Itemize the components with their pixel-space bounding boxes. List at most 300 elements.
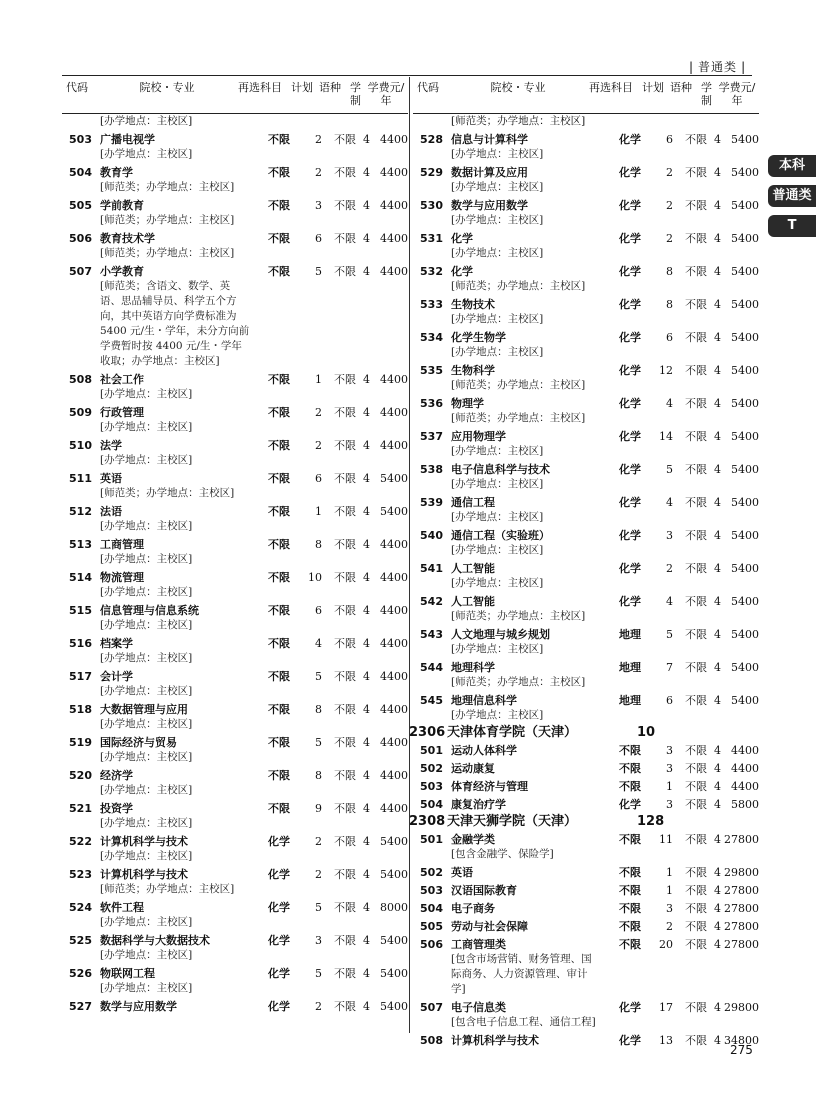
table-row bbox=[62, 801, 408, 831]
tuition-fee: 5400 bbox=[731, 562, 759, 575]
table-row bbox=[62, 264, 408, 369]
major-code: 539 bbox=[420, 496, 443, 509]
table-row bbox=[413, 165, 759, 195]
major-code: 508 bbox=[69, 373, 92, 386]
language: 不限 bbox=[334, 769, 356, 782]
study-length: 4 bbox=[363, 439, 370, 452]
major-cell bbox=[100, 132, 250, 162]
study-length: 4 bbox=[714, 780, 721, 793]
language: 不限 bbox=[334, 1000, 356, 1013]
required-subject: 化学 bbox=[619, 463, 641, 476]
header-name: 院校・专业 bbox=[490, 81, 546, 94]
plan-count: 6 bbox=[666, 694, 673, 707]
plan-count: 4 bbox=[666, 595, 673, 608]
major-code: 514 bbox=[69, 571, 92, 584]
major-code: 510 bbox=[69, 439, 92, 452]
major-name: 数据科学与大数据技术 bbox=[100, 934, 210, 947]
right-rows-a bbox=[413, 132, 759, 723]
language: 不限 bbox=[685, 562, 707, 575]
tuition-fee: 27800 bbox=[724, 902, 759, 915]
tuition-fee: 5400 bbox=[731, 595, 759, 608]
required-subject: 不限 bbox=[268, 703, 290, 716]
major-note: [办学地点：主校区] bbox=[451, 346, 544, 358]
tuition-fee: 4400 bbox=[380, 265, 408, 278]
major-name: 投资学 bbox=[100, 802, 133, 815]
study-length: 4 bbox=[714, 798, 721, 811]
language: 不限 bbox=[685, 1034, 707, 1047]
study-length: 4 bbox=[714, 884, 721, 897]
major-note: [办学地点：主校区] bbox=[451, 544, 544, 556]
plan-count: 2 bbox=[315, 835, 322, 848]
plan-count: 17 bbox=[659, 1001, 673, 1014]
language: 不限 bbox=[334, 967, 356, 980]
language: 不限 bbox=[334, 934, 356, 947]
required-subject: 不限 bbox=[619, 762, 641, 775]
major-code: 523 bbox=[69, 868, 92, 881]
table-row bbox=[62, 231, 408, 261]
major-code: 503 bbox=[69, 133, 92, 146]
major-cell bbox=[451, 165, 601, 195]
plan-count: 6 bbox=[315, 472, 322, 485]
plan-count: 4 bbox=[315, 637, 322, 650]
major-cell bbox=[451, 627, 601, 657]
major-name: 计算机科学与技术 bbox=[451, 1034, 539, 1047]
language: 不限 bbox=[685, 199, 707, 212]
school-plan: 10 bbox=[637, 725, 656, 740]
plan-count: 2 bbox=[315, 133, 322, 146]
required-subject: 化学 bbox=[619, 798, 641, 811]
tuition-fee: 5400 bbox=[731, 199, 759, 212]
study-length: 4 bbox=[363, 166, 370, 179]
major-note: [师范类；办学地点：主校区] bbox=[451, 412, 586, 424]
school-plan: 128 bbox=[637, 814, 665, 829]
required-subject: 不限 bbox=[268, 373, 290, 386]
tuition-fee: 5400 bbox=[731, 364, 759, 377]
study-length: 4 bbox=[714, 397, 721, 410]
tuition-fee: 5400 bbox=[731, 694, 759, 707]
major-code: 527 bbox=[69, 1000, 92, 1013]
plan-count: 3 bbox=[666, 798, 673, 811]
major-cell bbox=[100, 231, 250, 261]
major-name: 行政管理 bbox=[100, 406, 144, 419]
major-name: 地理科学 bbox=[451, 661, 495, 674]
language: 不限 bbox=[334, 604, 356, 617]
major-note: [办学地点：主校区] bbox=[100, 916, 193, 928]
major-note: [师范类；办学地点：主校区] bbox=[100, 247, 235, 259]
language: 不限 bbox=[685, 298, 707, 311]
school-name: 天津体育学院（天津） bbox=[447, 725, 578, 740]
major-cell bbox=[100, 834, 250, 864]
plan-count: 2 bbox=[666, 562, 673, 575]
plan-count: 1 bbox=[666, 884, 673, 897]
language: 不限 bbox=[685, 798, 707, 811]
major-name: 化学生物学 bbox=[451, 331, 506, 344]
plan-count: 3 bbox=[315, 199, 322, 212]
plan-count: 2 bbox=[315, 439, 322, 452]
table-row bbox=[62, 834, 408, 864]
language: 不限 bbox=[685, 780, 707, 793]
tuition-fee: 4400 bbox=[380, 670, 408, 683]
major-name: 通信工程（实验班） bbox=[451, 529, 550, 542]
study-length: 4 bbox=[714, 199, 721, 212]
required-subject: 不限 bbox=[268, 802, 290, 815]
table-row bbox=[62, 669, 408, 699]
table-row bbox=[62, 603, 408, 633]
study-length: 4 bbox=[714, 762, 721, 775]
language: 不限 bbox=[334, 232, 356, 245]
required-subject: 不限 bbox=[268, 538, 290, 551]
required-subject: 化学 bbox=[268, 901, 290, 914]
major-code: 536 bbox=[420, 397, 443, 410]
major-cell bbox=[451, 832, 601, 862]
table-row bbox=[413, 919, 759, 934]
left-column bbox=[62, 77, 408, 1014]
major-note: [办学地点：主校区] bbox=[100, 685, 193, 697]
major-name: 社会工作 bbox=[100, 373, 144, 386]
language: 不限 bbox=[334, 472, 356, 485]
major-name: 国际经济与贸易 bbox=[100, 736, 177, 749]
study-length: 4 bbox=[363, 373, 370, 386]
major-cell bbox=[451, 198, 601, 228]
major-code: 509 bbox=[69, 406, 92, 419]
major-cell bbox=[100, 471, 250, 501]
major-code: 503 bbox=[420, 780, 443, 793]
tuition-fee: 27800 bbox=[724, 938, 759, 951]
tuition-fee: 5400 bbox=[380, 868, 408, 881]
required-subject: 化学 bbox=[619, 397, 641, 410]
major-note: [办学地点：主校区] bbox=[451, 148, 544, 160]
plan-count: 5 bbox=[315, 736, 322, 749]
study-length: 4 bbox=[363, 604, 370, 617]
major-code: 538 bbox=[420, 463, 443, 476]
major-note: [办学地点：主校区] bbox=[100, 718, 193, 730]
language: 不限 bbox=[334, 439, 356, 452]
table-row bbox=[62, 504, 408, 534]
plan-count: 14 bbox=[659, 430, 673, 443]
plan-count: 10 bbox=[308, 571, 322, 584]
plan-count: 1 bbox=[666, 866, 673, 879]
major-note: [办学地点：主校区] bbox=[451, 577, 544, 589]
language: 不限 bbox=[685, 430, 707, 443]
major-code: 540 bbox=[420, 529, 443, 542]
table-row bbox=[62, 999, 408, 1014]
language: 不限 bbox=[685, 920, 707, 933]
major-code: 542 bbox=[420, 595, 443, 608]
tuition-fee: 5400 bbox=[731, 661, 759, 674]
school-code: 2308 bbox=[409, 814, 446, 829]
plan-count: 1 bbox=[315, 505, 322, 518]
major-name: 经济学 bbox=[100, 769, 133, 782]
major-code: 517 bbox=[69, 670, 92, 683]
required-subject: 不限 bbox=[268, 199, 290, 212]
table-row bbox=[413, 594, 759, 624]
study-length: 4 bbox=[363, 769, 370, 782]
major-code: 501 bbox=[420, 744, 443, 757]
language: 不限 bbox=[334, 133, 356, 146]
major-code: 501 bbox=[420, 833, 443, 846]
study-length: 4 bbox=[363, 670, 370, 683]
language: 不限 bbox=[685, 938, 707, 951]
table-row bbox=[413, 462, 759, 492]
major-note: [师范类；办学地点：主校区] bbox=[100, 214, 235, 226]
required-subject: 化学 bbox=[268, 934, 290, 947]
major-cell bbox=[100, 768, 250, 798]
major-code: 516 bbox=[69, 637, 92, 650]
header-language: 语种 bbox=[670, 81, 692, 94]
header-language: 语种 bbox=[319, 81, 341, 94]
table-row bbox=[413, 429, 759, 459]
language: 不限 bbox=[685, 1001, 707, 1014]
major-cell bbox=[451, 429, 601, 459]
tuition-fee: 5400 bbox=[731, 298, 759, 311]
major-code: 506 bbox=[69, 232, 92, 245]
study-length: 4 bbox=[714, 628, 721, 641]
tuition-fee: 27800 bbox=[724, 833, 759, 846]
table-row bbox=[413, 797, 759, 812]
major-name: 小学教育 bbox=[100, 265, 144, 278]
major-name: 物理学 bbox=[451, 397, 484, 410]
table-row bbox=[413, 264, 759, 294]
major-cell bbox=[100, 405, 250, 435]
major-cell bbox=[451, 660, 601, 690]
major-note: [包含金融学、保险学] bbox=[451, 848, 554, 860]
major-note: [师范类；办学地点：主校区] bbox=[100, 181, 235, 193]
major-cell bbox=[451, 264, 601, 294]
required-subject: 不限 bbox=[268, 637, 290, 650]
major-cell bbox=[451, 693, 601, 723]
major-code: 508 bbox=[420, 1034, 443, 1047]
major-note: [办学地点：主校区] bbox=[451, 511, 544, 523]
left-rows bbox=[62, 132, 408, 1014]
header-length: 学制 bbox=[701, 81, 712, 107]
required-subject: 化学 bbox=[619, 595, 641, 608]
major-note: [办学地点：主校区] bbox=[100, 751, 193, 763]
major-cell bbox=[451, 495, 601, 525]
side-tab-undergrad[interactable]: 本科 bbox=[768, 155, 816, 177]
plan-count: 3 bbox=[315, 934, 322, 947]
major-code: 535 bbox=[420, 364, 443, 377]
table-row bbox=[413, 865, 759, 880]
major-name: 法语 bbox=[100, 505, 122, 518]
language: 不限 bbox=[334, 265, 356, 278]
study-length: 4 bbox=[714, 496, 721, 509]
tuition-fee: 29800 bbox=[724, 1001, 759, 1014]
study-length: 4 bbox=[714, 265, 721, 278]
study-length: 4 bbox=[363, 967, 370, 980]
major-code: 512 bbox=[69, 505, 92, 518]
major-note: [办学地点：主校区] bbox=[100, 388, 193, 400]
study-length: 4 bbox=[714, 331, 721, 344]
plan-count: 2 bbox=[666, 232, 673, 245]
major-name: 档案学 bbox=[100, 637, 133, 650]
tuition-fee: 5400 bbox=[380, 835, 408, 848]
tuition-fee: 5400 bbox=[731, 397, 759, 410]
major-cell bbox=[451, 396, 601, 426]
required-subject: 化学 bbox=[268, 835, 290, 848]
required-subject: 化学 bbox=[268, 868, 290, 881]
tuition-fee: 4400 bbox=[380, 166, 408, 179]
major-name: 教育技术学 bbox=[100, 232, 155, 245]
required-subject: 不限 bbox=[268, 166, 290, 179]
side-tab-general[interactable]: 普通类 bbox=[768, 185, 816, 207]
major-code: 533 bbox=[420, 298, 443, 311]
category-tag: | 普通类 | bbox=[689, 58, 746, 75]
tuition-fee: 5400 bbox=[731, 232, 759, 245]
major-code: 505 bbox=[69, 199, 92, 212]
tuition-fee: 5400 bbox=[731, 166, 759, 179]
language: 不限 bbox=[685, 232, 707, 245]
study-length: 4 bbox=[714, 133, 721, 146]
major-note: [办学地点：主校区] bbox=[451, 709, 544, 721]
study-length: 4 bbox=[363, 637, 370, 650]
major-note: [办学地点：主校区] bbox=[451, 247, 544, 259]
major-code: 515 bbox=[69, 604, 92, 617]
major-code: 522 bbox=[69, 835, 92, 848]
major-note: [师范类；办学地点：主校区] bbox=[100, 487, 235, 499]
major-cell bbox=[100, 636, 250, 666]
major-cell bbox=[100, 735, 250, 765]
tuition-fee: 27800 bbox=[724, 884, 759, 897]
tuition-fee: 4400 bbox=[380, 133, 408, 146]
major-note: [师范类；办学地点：主校区] bbox=[451, 379, 586, 391]
language: 不限 bbox=[334, 736, 356, 749]
study-length: 4 bbox=[714, 938, 721, 951]
tuition-fee: 4400 bbox=[380, 736, 408, 749]
table-row bbox=[413, 330, 759, 360]
required-subject: 化学 bbox=[619, 496, 641, 509]
major-name: 通信工程 bbox=[451, 496, 495, 509]
required-subject: 化学 bbox=[619, 1034, 641, 1047]
language: 不限 bbox=[685, 628, 707, 641]
language: 不限 bbox=[685, 133, 707, 146]
major-note: [办学地点：主校区] bbox=[100, 817, 193, 829]
major-note: [办学地点：主校区] bbox=[100, 454, 193, 466]
required-subject: 不限 bbox=[268, 232, 290, 245]
side-tab-t[interactable]: T bbox=[768, 215, 816, 237]
continuation-note: [师范类；办学地点：主校区] bbox=[451, 115, 586, 127]
table-row bbox=[62, 405, 408, 435]
plan-count: 2 bbox=[666, 166, 673, 179]
language: 不限 bbox=[685, 762, 707, 775]
major-name: 运动人体科学 bbox=[451, 744, 517, 757]
major-note: [办学地点：主校区] bbox=[100, 652, 193, 664]
major-code: 525 bbox=[69, 934, 92, 947]
language: 不限 bbox=[334, 199, 356, 212]
table-row bbox=[62, 900, 408, 930]
required-subject: 地理 bbox=[619, 694, 641, 707]
major-cell bbox=[451, 132, 601, 162]
required-subject: 化学 bbox=[619, 1001, 641, 1014]
required-subject: 不限 bbox=[619, 938, 641, 951]
major-name: 汉语国际教育 bbox=[451, 884, 517, 897]
table-row bbox=[62, 570, 408, 600]
major-code: 520 bbox=[69, 769, 92, 782]
language: 不限 bbox=[334, 538, 356, 551]
table-row bbox=[413, 832, 759, 862]
study-length: 4 bbox=[714, 298, 721, 311]
major-code: 521 bbox=[69, 802, 92, 815]
major-cell bbox=[100, 264, 250, 369]
major-note: [办学地点：主校区] bbox=[451, 643, 544, 655]
tuition-fee: 5400 bbox=[731, 133, 759, 146]
major-name: 体育经济与管理 bbox=[451, 780, 528, 793]
major-note: [办学地点：主校区] bbox=[100, 949, 193, 961]
major-code: 519 bbox=[69, 736, 92, 749]
header-name: 院校・专业 bbox=[139, 81, 195, 94]
plan-count: 2 bbox=[315, 406, 322, 419]
major-name: 电子信息科学与技术 bbox=[451, 463, 550, 476]
table-row bbox=[62, 966, 408, 996]
major-note: [师范类；含语文、数学、英语、思品辅导员、科学五个方向，其中英语方向学费标准为 5400 元/生・学年，未分方向前学费暂时按 4400 元/生・学年收取；办学地点：主校区] bbox=[100, 280, 250, 367]
major-name: 大数据管理与应用 bbox=[100, 703, 188, 716]
required-subject: 地理 bbox=[619, 628, 641, 641]
major-code: 507 bbox=[420, 1001, 443, 1014]
plan-count: 6 bbox=[666, 133, 673, 146]
major-cell bbox=[100, 867, 250, 897]
major-code: 518 bbox=[69, 703, 92, 716]
plan-count: 6 bbox=[315, 232, 322, 245]
tuition-fee: 4400 bbox=[380, 406, 408, 419]
required-subject: 不限 bbox=[268, 472, 290, 485]
study-length: 4 bbox=[714, 529, 721, 542]
study-length: 4 bbox=[363, 934, 370, 947]
required-subject: 不限 bbox=[619, 780, 641, 793]
major-cell bbox=[100, 669, 250, 699]
major-note: [办学地点：主校区] bbox=[100, 148, 193, 160]
major-code: 532 bbox=[420, 265, 443, 278]
header-length: 学制 bbox=[350, 81, 361, 107]
school-heading bbox=[409, 814, 759, 829]
major-name: 数学与应用数学 bbox=[100, 1000, 177, 1013]
top-rule bbox=[62, 75, 752, 76]
required-subject: 不限 bbox=[268, 439, 290, 452]
required-subject: 不限 bbox=[268, 736, 290, 749]
major-cell bbox=[451, 462, 601, 492]
required-subject: 化学 bbox=[268, 1000, 290, 1013]
major-name: 数学与应用数学 bbox=[451, 199, 528, 212]
major-note: [包含市场营销、财务管理、国际商务、人力资源管理、审计学] bbox=[451, 953, 592, 995]
study-length: 4 bbox=[363, 901, 370, 914]
major-code: 524 bbox=[69, 901, 92, 914]
table-row bbox=[413, 561, 759, 591]
study-length: 4 bbox=[714, 694, 721, 707]
header-fee: 学费元/年 bbox=[367, 81, 405, 107]
major-cell bbox=[100, 537, 250, 567]
tuition-fee: 5400 bbox=[380, 967, 408, 980]
required-subject: 不限 bbox=[619, 884, 641, 897]
tuition-fee: 5400 bbox=[731, 265, 759, 278]
major-code: 504 bbox=[69, 166, 92, 179]
table-row bbox=[413, 901, 759, 916]
table-row bbox=[413, 937, 759, 997]
table-row bbox=[62, 636, 408, 666]
table-row bbox=[413, 693, 759, 723]
major-code: 506 bbox=[420, 938, 443, 951]
major-code: 511 bbox=[69, 472, 92, 485]
language: 不限 bbox=[334, 835, 356, 848]
major-name: 地理信息科学 bbox=[451, 694, 517, 707]
study-length: 4 bbox=[363, 472, 370, 485]
study-length: 4 bbox=[714, 562, 721, 575]
study-length: 4 bbox=[363, 802, 370, 815]
required-subject: 不限 bbox=[619, 833, 641, 846]
plan-count: 5 bbox=[315, 670, 322, 683]
language: 不限 bbox=[685, 166, 707, 179]
tuition-fee: 4400 bbox=[380, 232, 408, 245]
plan-count: 8 bbox=[315, 769, 322, 782]
major-note: [师范类；办学地点：主校区] bbox=[451, 676, 586, 688]
major-name: 康复治疗学 bbox=[451, 798, 506, 811]
